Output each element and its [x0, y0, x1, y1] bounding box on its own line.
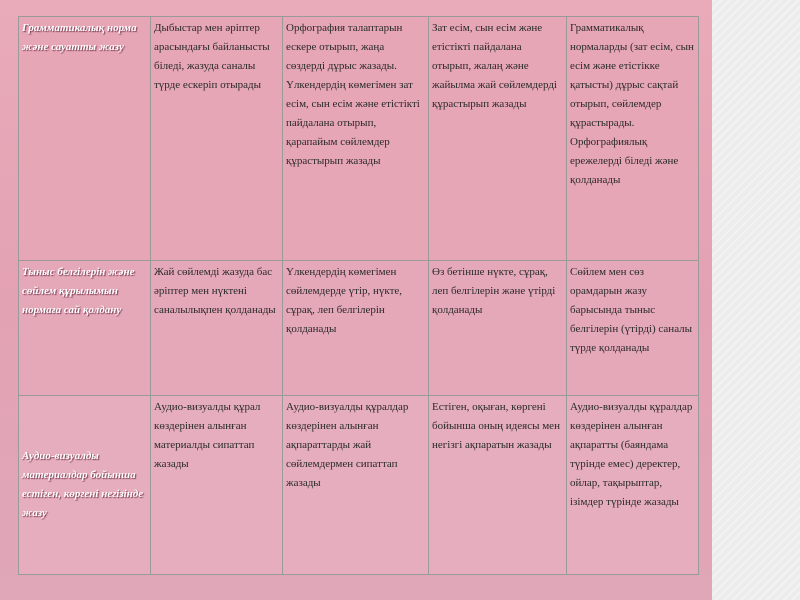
table-cell: Зат есім, сын есім және етістікті пайдалана отырып, жалаң және жайылма жай сөйлемдерді құрастырып жазады: [429, 17, 567, 261]
table-cell: Орфография талаптарын ескере отырып, жаңа сөздерді дұрыс жазады. Үлкендердің көмегімен зат есім, сын есім және етістікті пайдалана отырып, қарапайым сөйлемдер құрастырып жазады: [283, 17, 429, 261]
assessment-table: [18, 16, 699, 575]
decorative-side-band: [712, 0, 800, 600]
table-cell: Аудио-визуалды құрал көздерінен алынған материалды сипаттап жазады: [151, 396, 283, 575]
table-cell: Аудио-визуалды құралдар көздерінен алынған ақпараттарды жай сөйлемдермен сипаттап жазады: [283, 396, 429, 575]
table-cell: Естіген, оқыған, көргені бойынша оның идеясы мен негізгі ақпаратын жазады: [429, 396, 567, 575]
row-heading: Аудио-визуалды материалдар бойынша естіген, көргені негізінде жазу: [19, 396, 151, 575]
table-cell: Сөйлем мен сөз орамдарын жазу барысында тыныс белгілерін (үтірді) саналы түрде қолданады: [567, 261, 699, 396]
row-heading: Тыныс белгілерін және сөйлем құрылымын нормаға сай қолдану: [19, 261, 151, 396]
table-row: [19, 261, 699, 396]
table-cell: Жай сөйлемді жазуда бас әріптер мен нүктені саналылықпен қолданады: [151, 261, 283, 396]
row-heading: Грамматикалық норма және сауатты жазу: [19, 17, 151, 261]
table-row: [19, 396, 699, 575]
table-cell: Үлкендердің көмегімен сөйлемдерде үтір, нүкте, сұрақ, леп белгілерін қолданады: [283, 261, 429, 396]
table-cell: Өз бетінше нүкте, сұрақ, леп белгілерін және үтірді қолданады: [429, 261, 567, 396]
table-row: [19, 17, 699, 261]
table-cell: Аудио-визуалды құралдар көздерінен алынған ақпаратты (баяндама түрінде емес) деректер, ойлар, тақырыптар, ізімдер түрінде жазады: [567, 396, 699, 575]
table-cell: Дыбыстар мен әріптер арасындағы байланысты біледі, жазуда саналы түрде ескеріп отырады: [151, 17, 283, 261]
table-cell: Грамматикалық нормаларды (зат есім, сын есім және етістікке қатысты) дұрыс сақтай отырып, сөйлемдер құрастырады. Орфографиялық ережелерді біледі және қолданады: [567, 17, 699, 261]
